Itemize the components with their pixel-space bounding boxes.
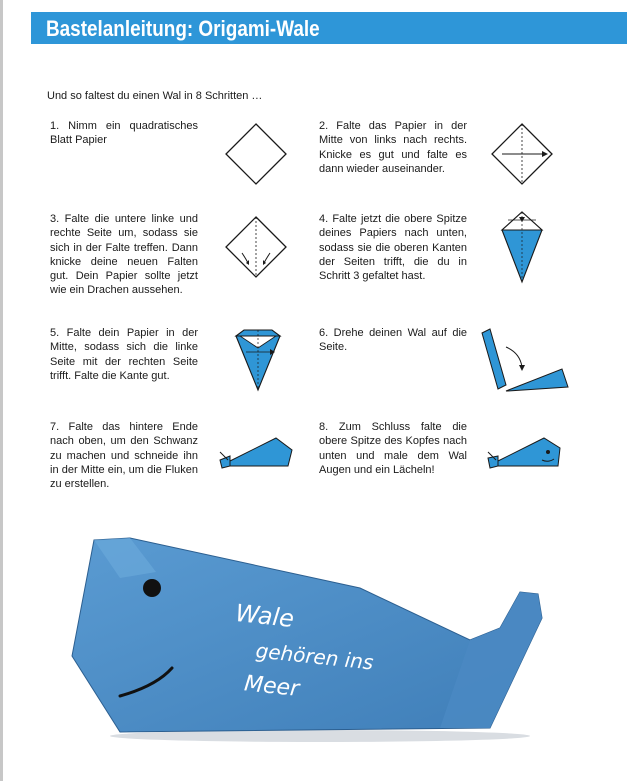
kite-top-folded-diagram: [232, 326, 284, 394]
step-5-text: 5. Falte dein Papier in der Mitte, sodass sich die linke Seite mit der rechten Seite trifft. Falte die Kante gut.: [50, 327, 198, 382]
page-title: Bastelanleitung: Origami-Wale: [46, 16, 320, 41]
whale-face-diagram: [482, 430, 568, 474]
kite-fold-diagram: [222, 213, 290, 281]
rotate-whale-diagram: [476, 325, 572, 395]
photo-line-3: Meer: [242, 671, 301, 702]
step-1-text: 1. Nimm ein quadratisches Blatt Papier: [50, 120, 198, 147]
photo-line-2: gehören ins: [254, 638, 375, 675]
intro-text: Und so faltest du einen Wal in 8 Schritten …: [47, 90, 263, 102]
step-3-text: 3. Falte die untere linke und rechte Seite um, sodass sie sich in der Falte treffen. Dann knicke deine neuen Falten gut. Dein Papier sollte jetzt wie ein Drachen aussehen.: [50, 213, 198, 297]
folded-center-diagram: [488, 120, 556, 188]
page-edge-rule: [0, 0, 3, 781]
photo-line-1: Wale: [234, 599, 296, 634]
origami-whale-photo: [60, 532, 560, 744]
header-bar: [31, 12, 627, 44]
step-2-text: 2. Falte das Papier in der Mitte von links nach rechts. Knicke es gut und falte es dann wieder auseinander.: [319, 120, 467, 175]
whale-tail-diagram: [216, 432, 296, 472]
kite-blue-diagram: [496, 208, 548, 286]
step-4-text: 4. Falte jetzt die obere Spitze deines Papiers nach unten, sodass sie die oberen Kanten der Seiten trifft, die du in Schritt 3 gefaltet hast.: [319, 213, 467, 283]
step-6-text: 6. Drehe deinen Wal auf die Seite.: [319, 327, 467, 354]
step-7-text: 7. Falte das hintere Ende nach oben, um den Schwanz zu machen und schneide ihn in der Mitte ein, um die Fluken zu erstellen.: [50, 421, 198, 491]
step-8-text: 8. Zum Schluss falte die obere Spitze des Kopfes nach unten und male dem Wal Augen und ein Lächeln!: [319, 421, 467, 476]
square-diamond-diagram: [222, 120, 290, 188]
